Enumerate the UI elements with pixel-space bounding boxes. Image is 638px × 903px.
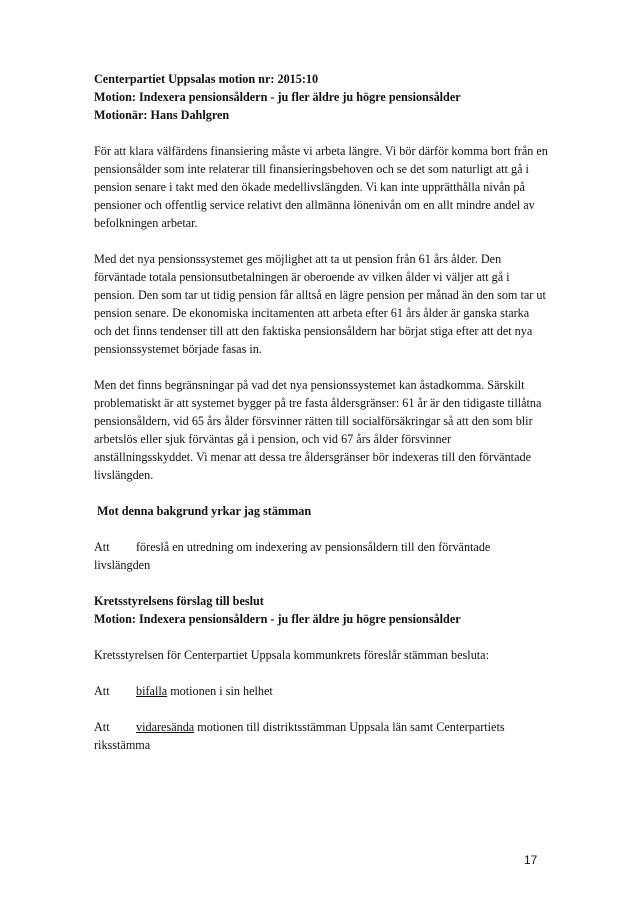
decision-verb: vidaresända — [136, 720, 195, 734]
board-motion-title: Motion: Indexera pensionsåldern - ju fler äldre ju högre pensionsålder — [94, 612, 461, 626]
att-label: Att — [94, 720, 110, 734]
motion-number: Centerpartiet Uppsalas motion nr: 2015:10 — [94, 72, 319, 86]
page-number: 17 — [524, 853, 538, 867]
paragraph-1: För att klara välfärdens finansiering måste vi arbeta längre. Vi bör därför komma bort från en pensionsålder som inte relaterar till finansieringsbehoven och se det som naturligt att gå i pension senare i takt med den ökade medellivslängden. Vi kan inte upprätthålla nivån på pensioner och offentlig service relativt den allmänna lönenivån om en allt mindre andel av befolkningen arbetar. — [94, 144, 548, 230]
board-item-1 — [94, 682, 549, 700]
paragraph-3: Men det finns begränsningar på vad det nya pensionssystemet kan åstadkomma. Särskilt problematiskt är att systemet bygger på tre fasta åldersgränser: 61 år är den tidigaste tillåtna pensionsåldern, vid 65 års ålder försvinner rätten till socialförsäkringar så att den som blir arbetslös eller sjuk förväntas gå i pension, och vid 67 års ålder försvinner anställningsskyddet. Vi menar att dessa tre åldersgränser bör indexeras till den förväntade livslängden. — [94, 378, 542, 482]
motion-author: Motionär: Hans Dahlgren — [94, 108, 230, 122]
decision-text: motionen i sin helhet — [167, 684, 273, 698]
demand-item — [94, 538, 549, 574]
paragraph-2: Med det nya pensionssystemet ges möjlighet att ta ut pension från 61 års ålder. Den förväntade totala pensionsutbetalningen är oberoende av vilken ålder vi väljer att gå i pension. Den som tar ut tidig pension får alltså en lägre pension per månad än den som tar ut pension senare. De ekonomiska incitamenten att arbeta efter 61 års ålder är ganska starka och det finns tendenser till att den faktiska pensionsåldern har börjat stiga efter att det nya pensionssystemet började fasas in. — [94, 252, 546, 356]
demand-heading: Mot denna bakgrund yrkar jag stämman — [97, 504, 312, 518]
decision-verb: bifalla — [136, 684, 168, 698]
board-heading: Kretsstyrelsens förslag till beslut — [94, 594, 264, 608]
att-label: Att — [94, 540, 110, 554]
motion-title: Motion: Indexera pensionsåldern - ju fler äldre ju högre pensionsålder — [94, 90, 461, 104]
decision-text: motionen till distriktsstämman Uppsala län samt Centerpartiets riksstämma — [94, 720, 505, 752]
document-body — [94, 70, 549, 754]
board-item-2 — [94, 718, 549, 754]
demand-text: föreslå en utredning om indexering av pensionsåldern till den förväntade livslängden — [94, 540, 491, 572]
att-label: Att — [94, 684, 110, 698]
board-intro: Kretsstyrelsen för Centerpartiet Uppsala kommunkrets föreslår stämman besluta: — [94, 648, 489, 662]
